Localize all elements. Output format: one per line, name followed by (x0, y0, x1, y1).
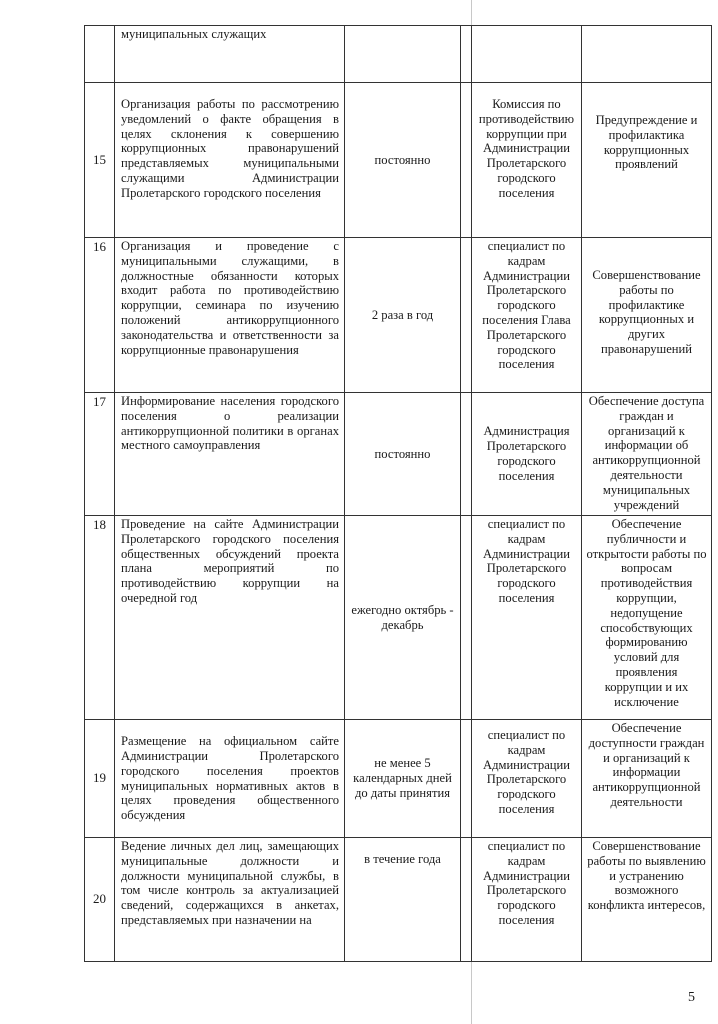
measures-table (84, 25, 712, 962)
table-row (85, 720, 712, 838)
row-responsible: специалист по кадрам Администрации Пролетарского городского поселения Глава Пролетарского городского поселения (472, 238, 582, 393)
row-responsible: специалист по кадрам Администрации Пролетарского городского поселения (472, 720, 582, 838)
row-result: Предупреждение и профилактика коррупционных проявлений (582, 83, 712, 238)
row-description: Размещение на официальном сайте Администрации Пролетарского городского поселения проектов муниципальных нормативных актов в целях проведения общественного обсуждения (115, 720, 345, 838)
row-term: не менее 5 календарных дней до даты принятия (345, 720, 461, 838)
column-gap (461, 83, 472, 238)
column-gap (461, 720, 472, 838)
row-result: Обеспечение публичности и открытости работы по вопросам противодействия коррупции, недопущение способствующих формированию условий для проявления коррупции и их исключение (582, 516, 712, 720)
column-gap (461, 26, 472, 83)
row-description: Организация работы по рассмотрению уведомлений о факте обращения в целях склонения к совершению коррупционных правонарушений представляемых муниципальными служащими Администрации Пролетарского городского поселения (115, 83, 345, 238)
row-number (85, 26, 115, 83)
row-term: постоянно (345, 393, 461, 516)
row-term: в течение года (345, 838, 461, 962)
row-term: ежегодно октябрь - декабрь (345, 516, 461, 720)
row-number: 15 (85, 83, 115, 238)
table-row (85, 238, 712, 393)
column-gap (461, 393, 472, 516)
row-description: Проведение на сайте Администрации Пролетарского городского поселения общественных обсуждений проекта плана мероприятий по противодействию коррупции на очередной год (115, 516, 345, 720)
row-result: Обеспечение доступа граждан и организаций к информации об антикоррупционной деятельности муниципальных учреждений (582, 393, 712, 516)
row-result (582, 26, 712, 83)
row-result: Совершенствование работы по выявлению и устранению возможного конфликта интересов, (582, 838, 712, 962)
row-term (345, 26, 461, 83)
page-number: 5 (688, 990, 695, 1005)
table-row (85, 26, 712, 83)
column-gap (461, 838, 472, 962)
column-gap (461, 238, 472, 393)
row-description: Организация и проведение с муниципальными служащими, в должностные обязанности которых входит работа по противодействию коррупции, семинара по изучению положений антикоррупционного законодательства и ответственности за коррупционные правонарушения (115, 238, 345, 393)
row-number: 20 (85, 838, 115, 962)
row-result: Обеспечение доступности граждан и организаций к информации антикоррупционной деятельности (582, 720, 712, 838)
row-term: постоянно (345, 83, 461, 238)
table-row (85, 83, 712, 238)
row-number: 18 (85, 516, 115, 720)
row-description: Информирование населения городского поселения о реализации антикоррупционной политики в органах местного самоуправления (115, 393, 345, 516)
row-responsible (472, 26, 582, 83)
row-term: 2 раза в год (345, 238, 461, 393)
row-responsible: специалист по кадрам Администрации Пролетарского городского поселения (472, 838, 582, 962)
row-responsible: Комиссия по противодействию коррупции при Администрации Пролетарского городского поселения (472, 83, 582, 238)
column-gap (461, 516, 472, 720)
row-number: 16 (85, 238, 115, 393)
row-description: муниципальных служащих (115, 26, 345, 83)
table-row (85, 838, 712, 962)
row-responsible: Администрация Пролетарского городского поселения (472, 393, 582, 516)
row-number: 17 (85, 393, 115, 516)
row-responsible: специалист по кадрам Администрации Пролетарского городского поселения (472, 516, 582, 720)
table-row (85, 516, 712, 720)
row-description: Ведение личных дел лиц, замещающих муниципальные должности и должности муниципальной службы, в том числе контроль за актуализацией сведений, содержащихся в анкетах, представляемых при назначении на (115, 838, 345, 962)
row-number: 19 (85, 720, 115, 838)
table-row (85, 393, 712, 516)
row-result: Совершенствование работы по профилактике коррупционных и других правонарушений (582, 238, 712, 393)
